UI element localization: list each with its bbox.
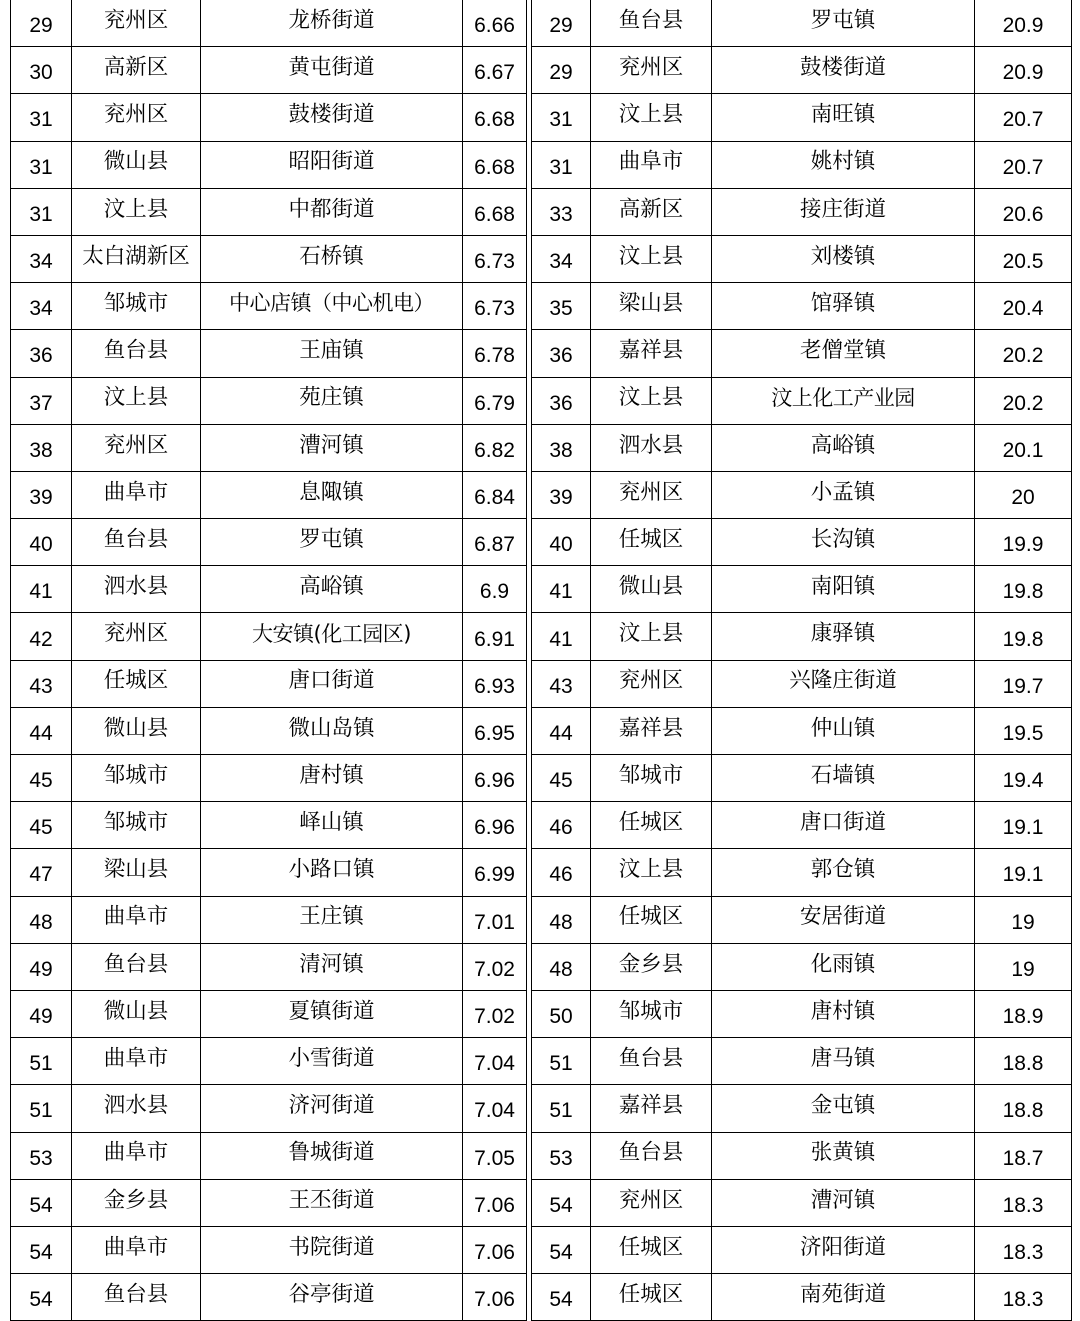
value-cell: 6.68 bbox=[463, 141, 527, 188]
rank-cell: 54 bbox=[11, 1226, 72, 1273]
value-cell: 19.1 bbox=[975, 849, 1072, 896]
value-cell: 18.3 bbox=[975, 1226, 1072, 1273]
district-cell: 汶上县 bbox=[72, 377, 201, 424]
table-row bbox=[532, 660, 1072, 707]
value-cell: 6.96 bbox=[463, 755, 527, 802]
town-cell: 仲山镇 bbox=[712, 707, 975, 754]
district-cell: 高新区 bbox=[72, 47, 201, 94]
rank-cell: 38 bbox=[532, 424, 591, 471]
table-row bbox=[532, 802, 1072, 849]
table-row bbox=[11, 471, 527, 518]
district-cell: 曲阜市 bbox=[72, 1226, 201, 1273]
rank-cell: 54 bbox=[532, 1226, 591, 1273]
value-cell: 20.6 bbox=[975, 188, 1072, 235]
value-cell: 20.9 bbox=[975, 47, 1072, 94]
district-cell: 高新区 bbox=[591, 188, 712, 235]
rank-cell: 51 bbox=[532, 1038, 591, 1085]
table-row bbox=[532, 424, 1072, 471]
rank-cell: 31 bbox=[532, 94, 591, 141]
table-row bbox=[11, 0, 527, 47]
district-cell: 汶上县 bbox=[591, 235, 712, 282]
rank-cell: 34 bbox=[11, 235, 72, 282]
district-cell: 兖州区 bbox=[72, 0, 201, 47]
town-cell: 峄山镇 bbox=[201, 802, 463, 849]
value-cell: 6.91 bbox=[463, 613, 527, 660]
table-row bbox=[532, 330, 1072, 377]
town-cell: 高峪镇 bbox=[201, 566, 463, 613]
town-cell: 金屯镇 bbox=[712, 1085, 975, 1132]
table-row bbox=[11, 660, 527, 707]
town-cell: 兴隆庄街道 bbox=[712, 660, 975, 707]
value-cell: 6.67 bbox=[463, 47, 527, 94]
table-row bbox=[11, 849, 527, 896]
value-cell: 6.79 bbox=[463, 377, 527, 424]
table-row bbox=[11, 1179, 527, 1226]
table-row bbox=[532, 283, 1072, 330]
town-cell: 石桥镇 bbox=[201, 235, 463, 282]
value-cell: 7.01 bbox=[463, 896, 527, 943]
value-cell: 19.4 bbox=[975, 755, 1072, 802]
table-row bbox=[11, 141, 527, 188]
district-cell: 兖州区 bbox=[72, 613, 201, 660]
table-row bbox=[532, 707, 1072, 754]
town-cell: 王丕街道 bbox=[201, 1179, 463, 1226]
table-row bbox=[532, 519, 1072, 566]
town-cell: 小孟镇 bbox=[712, 471, 975, 518]
rank-cell: 36 bbox=[11, 330, 72, 377]
rank-cell: 39 bbox=[532, 471, 591, 518]
town-cell: 书院街道 bbox=[201, 1226, 463, 1273]
town-cell: 唐村镇 bbox=[712, 990, 975, 1037]
right-table-body bbox=[532, 0, 1072, 1321]
rank-cell: 43 bbox=[532, 660, 591, 707]
district-cell: 曲阜市 bbox=[72, 896, 201, 943]
table-row bbox=[532, 1274, 1072, 1321]
table-row bbox=[532, 471, 1072, 518]
value-cell: 6.93 bbox=[463, 660, 527, 707]
rank-cell: 49 bbox=[11, 990, 72, 1037]
table-row bbox=[532, 1038, 1072, 1085]
district-cell: 邹城市 bbox=[72, 755, 201, 802]
town-cell: 唐村镇 bbox=[201, 755, 463, 802]
town-cell: 张黄镇 bbox=[712, 1132, 975, 1179]
rank-cell: 47 bbox=[11, 849, 72, 896]
district-cell: 微山县 bbox=[591, 566, 712, 613]
table-row bbox=[11, 1132, 527, 1179]
value-cell: 19.7 bbox=[975, 660, 1072, 707]
rank-cell: 53 bbox=[532, 1132, 591, 1179]
table-row bbox=[11, 802, 527, 849]
district-cell: 任城区 bbox=[591, 1226, 712, 1273]
rank-cell: 54 bbox=[532, 1179, 591, 1226]
value-cell: 20.7 bbox=[975, 141, 1072, 188]
district-cell: 曲阜市 bbox=[72, 1038, 201, 1085]
town-cell: 康驿镇 bbox=[712, 613, 975, 660]
table-row bbox=[11, 707, 527, 754]
rank-cell: 29 bbox=[532, 47, 591, 94]
district-cell: 鱼台县 bbox=[591, 1132, 712, 1179]
town-cell: 小雪街道 bbox=[201, 1038, 463, 1085]
town-cell: 姚村镇 bbox=[712, 141, 975, 188]
district-cell: 兖州区 bbox=[591, 47, 712, 94]
table-row bbox=[532, 141, 1072, 188]
table-row bbox=[11, 424, 527, 471]
value-cell: 7.06 bbox=[463, 1226, 527, 1273]
district-cell: 梁山县 bbox=[72, 849, 201, 896]
district-cell: 兖州区 bbox=[591, 660, 712, 707]
district-cell: 鱼台县 bbox=[72, 330, 201, 377]
district-cell: 兖州区 bbox=[72, 94, 201, 141]
table-row bbox=[11, 519, 527, 566]
table-row bbox=[11, 235, 527, 282]
value-cell: 7.06 bbox=[463, 1179, 527, 1226]
town-cell: 谷亭街道 bbox=[201, 1274, 463, 1321]
value-cell: 6.87 bbox=[463, 519, 527, 566]
district-cell: 金乡县 bbox=[591, 943, 712, 990]
town-cell: 安居街道 bbox=[712, 896, 975, 943]
rank-cell: 54 bbox=[11, 1179, 72, 1226]
district-cell: 鱼台县 bbox=[72, 1274, 201, 1321]
table-row bbox=[532, 235, 1072, 282]
value-cell: 20.4 bbox=[975, 283, 1072, 330]
value-cell: 7.05 bbox=[463, 1132, 527, 1179]
table-row bbox=[532, 377, 1072, 424]
table-row bbox=[11, 1085, 527, 1132]
value-cell: 18.3 bbox=[975, 1274, 1072, 1321]
table-row bbox=[11, 188, 527, 235]
town-cell: 王庙镇 bbox=[201, 330, 463, 377]
district-cell: 鱼台县 bbox=[591, 0, 712, 47]
left-ranking-table bbox=[10, 0, 527, 1321]
rank-cell: 48 bbox=[532, 896, 591, 943]
value-cell: 6.73 bbox=[463, 235, 527, 282]
rank-cell: 39 bbox=[11, 471, 72, 518]
rank-cell: 44 bbox=[532, 707, 591, 754]
table-row bbox=[11, 1038, 527, 1085]
district-cell: 嘉祥县 bbox=[591, 330, 712, 377]
town-cell: 微山岛镇 bbox=[201, 707, 463, 754]
rank-cell: 31 bbox=[11, 141, 72, 188]
value-cell: 7.02 bbox=[463, 943, 527, 990]
value-cell: 6.68 bbox=[463, 94, 527, 141]
rank-cell: 38 bbox=[11, 424, 72, 471]
rank-cell: 30 bbox=[11, 47, 72, 94]
town-cell: 息陬镇 bbox=[201, 471, 463, 518]
rank-cell: 36 bbox=[532, 330, 591, 377]
district-cell: 汶上县 bbox=[72, 188, 201, 235]
rank-cell: 31 bbox=[532, 141, 591, 188]
town-cell: 鲁城街道 bbox=[201, 1132, 463, 1179]
value-cell: 6.68 bbox=[463, 188, 527, 235]
table-row bbox=[11, 755, 527, 802]
district-cell: 汶上县 bbox=[591, 613, 712, 660]
town-cell: 南旺镇 bbox=[712, 94, 975, 141]
district-cell: 曲阜市 bbox=[72, 1132, 201, 1179]
rank-cell: 37 bbox=[11, 377, 72, 424]
district-cell: 梁山县 bbox=[591, 283, 712, 330]
value-cell: 6.84 bbox=[463, 471, 527, 518]
table-row bbox=[532, 1226, 1072, 1273]
value-cell: 7.04 bbox=[463, 1085, 527, 1132]
value-cell: 7.02 bbox=[463, 990, 527, 1037]
table-row bbox=[11, 377, 527, 424]
value-cell: 20 bbox=[975, 471, 1072, 518]
town-cell: 唐马镇 bbox=[712, 1038, 975, 1085]
district-cell: 微山县 bbox=[72, 990, 201, 1037]
value-cell: 19.5 bbox=[975, 707, 1072, 754]
table-row bbox=[11, 1274, 527, 1321]
town-cell: 漕河镇 bbox=[712, 1179, 975, 1226]
table-row bbox=[11, 330, 527, 377]
district-cell: 汶上县 bbox=[591, 377, 712, 424]
rank-cell: 44 bbox=[11, 707, 72, 754]
district-cell: 兖州区 bbox=[591, 471, 712, 518]
value-cell: 19 bbox=[975, 943, 1072, 990]
town-cell: 黄屯街道 bbox=[201, 47, 463, 94]
rank-cell: 41 bbox=[11, 566, 72, 613]
rank-cell: 45 bbox=[11, 755, 72, 802]
table-row bbox=[532, 990, 1072, 1037]
table-row bbox=[532, 1179, 1072, 1226]
table-row bbox=[532, 1085, 1072, 1132]
town-cell: 王庄镇 bbox=[201, 896, 463, 943]
rank-cell: 46 bbox=[532, 849, 591, 896]
district-cell: 任城区 bbox=[591, 519, 712, 566]
district-cell: 泗水县 bbox=[72, 1085, 201, 1132]
table-row bbox=[11, 613, 527, 660]
district-cell: 泗水县 bbox=[72, 566, 201, 613]
rank-cell: 51 bbox=[11, 1038, 72, 1085]
town-cell: 漕河镇 bbox=[201, 424, 463, 471]
rank-cell: 36 bbox=[532, 377, 591, 424]
town-cell: 罗屯镇 bbox=[201, 519, 463, 566]
rank-cell: 51 bbox=[532, 1085, 591, 1132]
table-row bbox=[11, 94, 527, 141]
town-cell: 汶上化工产业园 bbox=[712, 377, 975, 424]
district-cell: 邹城市 bbox=[591, 755, 712, 802]
table-row bbox=[532, 943, 1072, 990]
value-cell: 20.2 bbox=[975, 330, 1072, 377]
rank-cell: 46 bbox=[532, 802, 591, 849]
town-cell: 昭阳街道 bbox=[201, 141, 463, 188]
value-cell: 20.7 bbox=[975, 94, 1072, 141]
rank-cell: 40 bbox=[11, 519, 72, 566]
district-cell: 任城区 bbox=[591, 802, 712, 849]
value-cell: 19 bbox=[975, 896, 1072, 943]
district-cell: 太白湖新区 bbox=[72, 235, 201, 282]
table-row bbox=[11, 566, 527, 613]
table-row bbox=[11, 47, 527, 94]
value-cell: 19.8 bbox=[975, 566, 1072, 613]
rank-cell: 33 bbox=[532, 188, 591, 235]
district-cell: 任城区 bbox=[591, 896, 712, 943]
value-cell: 6.96 bbox=[463, 802, 527, 849]
district-cell: 嘉祥县 bbox=[591, 1085, 712, 1132]
value-cell: 6.78 bbox=[463, 330, 527, 377]
left-table-body bbox=[11, 0, 527, 1321]
rank-cell: 41 bbox=[532, 566, 591, 613]
district-cell: 兖州区 bbox=[591, 1179, 712, 1226]
table-row bbox=[11, 896, 527, 943]
value-cell: 20.1 bbox=[975, 424, 1072, 471]
district-cell: 鱼台县 bbox=[72, 519, 201, 566]
value-cell: 19.8 bbox=[975, 613, 1072, 660]
rank-cell: 50 bbox=[532, 990, 591, 1037]
value-cell: 7.04 bbox=[463, 1038, 527, 1085]
district-cell: 金乡县 bbox=[72, 1179, 201, 1226]
table-row bbox=[11, 943, 527, 990]
town-cell: 唐口街道 bbox=[712, 802, 975, 849]
town-cell: 南苑街道 bbox=[712, 1274, 975, 1321]
value-cell: 20.5 bbox=[975, 235, 1072, 282]
rank-cell: 34 bbox=[11, 283, 72, 330]
value-cell: 18.9 bbox=[975, 990, 1072, 1037]
rank-cell: 29 bbox=[532, 0, 591, 47]
value-cell: 18.3 bbox=[975, 1179, 1072, 1226]
value-cell: 6.9 bbox=[463, 566, 527, 613]
town-cell: 中都街道 bbox=[201, 188, 463, 235]
rank-cell: 35 bbox=[532, 283, 591, 330]
town-cell: 南阳镇 bbox=[712, 566, 975, 613]
table-row bbox=[532, 188, 1072, 235]
rank-cell: 53 bbox=[11, 1132, 72, 1179]
value-cell: 20.2 bbox=[975, 377, 1072, 424]
value-cell: 19.9 bbox=[975, 519, 1072, 566]
town-cell: 大安镇(化工园区) bbox=[201, 613, 463, 660]
district-cell: 汶上县 bbox=[591, 94, 712, 141]
district-cell: 兖州区 bbox=[72, 424, 201, 471]
table-row bbox=[11, 283, 527, 330]
district-cell: 曲阜市 bbox=[72, 471, 201, 518]
town-cell: 小路口镇 bbox=[201, 849, 463, 896]
right-ranking-table bbox=[531, 0, 1072, 1321]
town-cell: 接庄街道 bbox=[712, 188, 975, 235]
table-row bbox=[532, 94, 1072, 141]
town-cell: 石墙镇 bbox=[712, 755, 975, 802]
table-row bbox=[11, 1226, 527, 1273]
rank-cell: 34 bbox=[532, 235, 591, 282]
value-cell: 6.95 bbox=[463, 707, 527, 754]
rank-cell: 31 bbox=[11, 94, 72, 141]
rank-cell: 49 bbox=[11, 943, 72, 990]
town-cell: 唐口街道 bbox=[201, 660, 463, 707]
rank-cell: 54 bbox=[532, 1274, 591, 1321]
district-cell: 嘉祥县 bbox=[591, 707, 712, 754]
rank-cell: 48 bbox=[532, 943, 591, 990]
table-row bbox=[532, 1132, 1072, 1179]
district-cell: 鱼台县 bbox=[591, 1038, 712, 1085]
table-row bbox=[532, 566, 1072, 613]
district-cell: 邹城市 bbox=[72, 802, 201, 849]
value-cell: 18.8 bbox=[975, 1085, 1072, 1132]
value-cell: 6.66 bbox=[463, 0, 527, 47]
table-row bbox=[532, 47, 1072, 94]
value-cell: 7.06 bbox=[463, 1274, 527, 1321]
rank-cell: 41 bbox=[532, 613, 591, 660]
town-cell: 鼓楼街道 bbox=[201, 94, 463, 141]
town-cell: 苑庄镇 bbox=[201, 377, 463, 424]
rank-cell: 48 bbox=[11, 896, 72, 943]
town-cell: 化雨镇 bbox=[712, 943, 975, 990]
rank-cell: 43 bbox=[11, 660, 72, 707]
town-cell: 高峪镇 bbox=[712, 424, 975, 471]
district-cell: 微山县 bbox=[72, 141, 201, 188]
town-cell: 龙桥街道 bbox=[201, 0, 463, 47]
table-row bbox=[532, 0, 1072, 47]
district-cell: 曲阜市 bbox=[591, 141, 712, 188]
value-cell: 6.82 bbox=[463, 424, 527, 471]
rank-cell: 54 bbox=[11, 1274, 72, 1321]
value-cell: 18.8 bbox=[975, 1038, 1072, 1085]
value-cell: 18.7 bbox=[975, 1132, 1072, 1179]
value-cell: 19.1 bbox=[975, 802, 1072, 849]
district-cell: 任城区 bbox=[72, 660, 201, 707]
rank-cell: 45 bbox=[11, 802, 72, 849]
table-row bbox=[11, 990, 527, 1037]
town-cell: 鼓楼街道 bbox=[712, 47, 975, 94]
town-cell: 老僧堂镇 bbox=[712, 330, 975, 377]
district-cell: 邹城市 bbox=[591, 990, 712, 1037]
town-cell: 刘楼镇 bbox=[712, 235, 975, 282]
town-cell: 郭仓镇 bbox=[712, 849, 975, 896]
value-cell: 20.9 bbox=[975, 0, 1072, 47]
table-row bbox=[532, 613, 1072, 660]
town-cell: 济阳街道 bbox=[712, 1226, 975, 1273]
table-row bbox=[532, 755, 1072, 802]
town-cell: 长沟镇 bbox=[712, 519, 975, 566]
district-cell: 鱼台县 bbox=[72, 943, 201, 990]
town-cell: 清河镇 bbox=[201, 943, 463, 990]
table-row bbox=[532, 896, 1072, 943]
town-cell: 济河街道 bbox=[201, 1085, 463, 1132]
district-cell: 邹城市 bbox=[72, 283, 201, 330]
district-cell: 微山县 bbox=[72, 707, 201, 754]
district-cell: 任城区 bbox=[591, 1274, 712, 1321]
rank-cell: 42 bbox=[11, 613, 72, 660]
value-cell: 6.99 bbox=[463, 849, 527, 896]
rank-cell: 51 bbox=[11, 1085, 72, 1132]
town-cell: 夏镇街道 bbox=[201, 990, 463, 1037]
district-cell: 泗水县 bbox=[591, 424, 712, 471]
rank-cell: 40 bbox=[532, 519, 591, 566]
town-cell: 中心店镇（中心机电） bbox=[201, 283, 463, 330]
table-row bbox=[532, 849, 1072, 896]
town-cell: 馆驿镇 bbox=[712, 283, 975, 330]
district-cell: 汶上县 bbox=[591, 849, 712, 896]
rank-cell: 31 bbox=[11, 188, 72, 235]
rank-cell: 45 bbox=[532, 755, 591, 802]
town-cell: 罗屯镇 bbox=[712, 0, 975, 47]
rank-cell: 29 bbox=[11, 0, 72, 47]
value-cell: 6.73 bbox=[463, 283, 527, 330]
